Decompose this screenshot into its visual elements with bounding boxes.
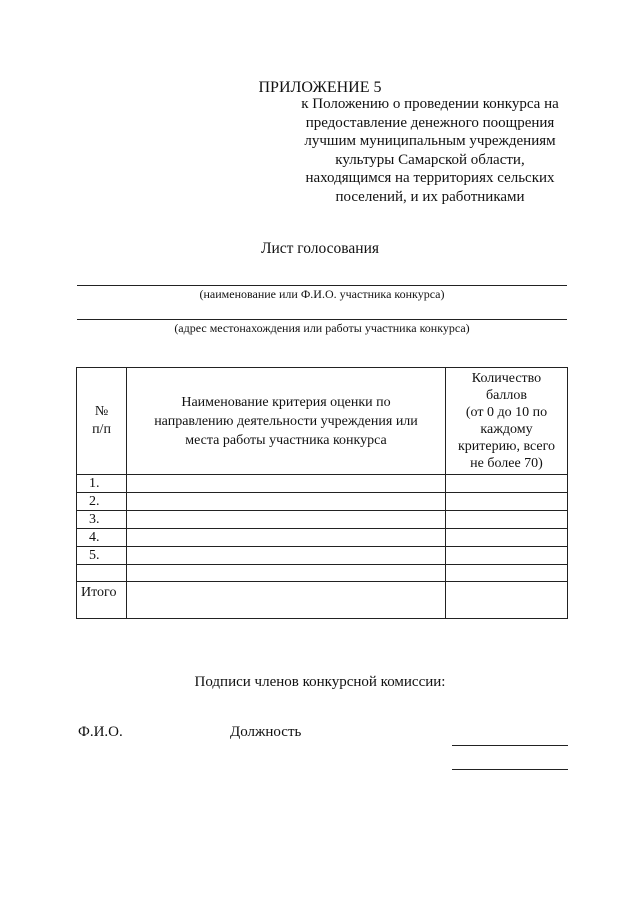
table-row — [77, 529, 568, 547]
score-column-header — [446, 368, 568, 475]
table-header-row — [77, 368, 568, 475]
fio-label: Ф.И.О. — [78, 724, 123, 740]
appendix-title: ПРИЛОЖЕНИЕ 5 — [258, 79, 382, 96]
voting-table — [76, 367, 568, 619]
table-row — [77, 511, 568, 529]
table-row — [77, 493, 568, 511]
row-number: 3. — [77, 511, 127, 529]
criterion-header-line: Наименование критерия оценки по — [181, 394, 391, 410]
appendix-subtitle-line: находящимся на территориях сельских — [305, 170, 555, 186]
row-number: 2. — [77, 493, 127, 511]
score-header-line: каждому — [480, 422, 533, 437]
score-header-line: не более 70) — [470, 456, 543, 471]
row-number: 4. — [77, 529, 127, 547]
participant-address-caption: (адрес местонахождения или работы участника конкурса) — [174, 321, 470, 335]
appendix-subtitle-line: поселений, и их работниками — [335, 188, 525, 205]
table-row — [77, 475, 568, 493]
criterion-cell[interactable] — [127, 493, 446, 511]
score-header-line: Количество — [471, 371, 542, 386]
appendix-subtitle-line: культуры Самарской области, — [335, 151, 525, 168]
signatures-title: Подписи членов конкурсной комиссии: — [194, 674, 446, 690]
participant-name-caption: (наименование или Ф.И.О. участника конкурса) — [199, 287, 445, 301]
score-cell[interactable] — [446, 511, 568, 529]
score-cell[interactable] — [446, 529, 568, 547]
criterion-cell[interactable] — [127, 547, 446, 565]
signature-line[interactable] — [452, 745, 568, 746]
criterion-header-line: места работы участника конкурса — [185, 432, 387, 448]
criterion-column-header — [127, 368, 446, 475]
row-number: 5. — [77, 547, 127, 565]
score-header-line: баллов — [485, 388, 528, 403]
document-title: Лист голосования — [260, 240, 380, 257]
total-score-cell[interactable] — [446, 582, 568, 619]
participant-address-line[interactable] — [77, 319, 567, 320]
appendix-subtitle-line: к Положению о проведении конкурса на — [301, 96, 559, 112]
table-row — [77, 547, 568, 565]
criterion-header-line: направлению деятельности учреждения или — [154, 413, 418, 429]
number-header-abbr: п/п — [92, 422, 111, 437]
criterion-cell[interactable] — [127, 511, 446, 529]
total-label: Итого — [77, 582, 127, 619]
criterion-cell[interactable] — [127, 529, 446, 547]
row-number: 1. — [77, 475, 127, 493]
table-row-empty — [77, 565, 568, 582]
appendix-subtitle — [270, 95, 590, 206]
appendix-subtitle-line: лучшим муниципальным учреждениям — [304, 133, 556, 149]
score-cell[interactable] — [446, 475, 568, 493]
total-row — [77, 582, 568, 619]
total-criterion-cell — [127, 582, 446, 619]
signature-line[interactable] — [452, 769, 568, 770]
score-cell[interactable] — [446, 493, 568, 511]
score-header-line: (от 0 до 10 по — [465, 405, 548, 420]
position-label: Должность — [230, 724, 302, 740]
row-number-empty — [77, 565, 127, 582]
participant-name-line[interactable] — [77, 285, 567, 286]
appendix-subtitle-line: предоставление денежного поощрения — [305, 114, 555, 131]
number-column-header — [77, 368, 127, 475]
score-cell[interactable] — [446, 565, 568, 582]
criterion-cell[interactable] — [127, 565, 446, 582]
number-header-symbol: № — [94, 404, 109, 419]
criterion-cell[interactable] — [127, 475, 446, 493]
score-header-line: критерию, всего — [457, 439, 556, 454]
score-cell[interactable] — [446, 547, 568, 565]
